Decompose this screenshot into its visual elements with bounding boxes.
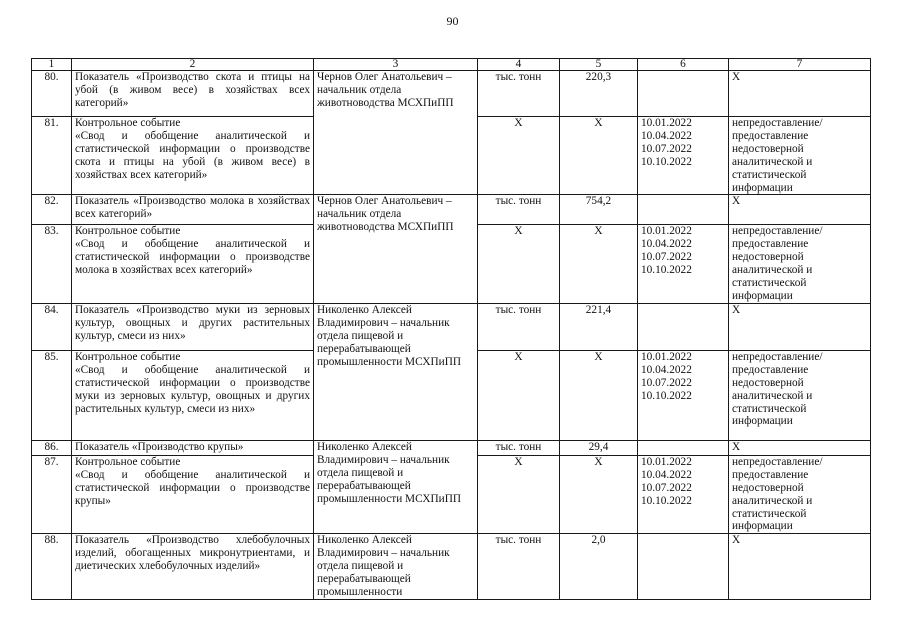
value-cell: Х: [560, 225, 638, 303]
unit-cell: Х: [478, 225, 560, 303]
column-header: 7: [729, 59, 871, 71]
column-header: 2: [72, 59, 314, 71]
date-item: 10.04.2022: [641, 238, 692, 251]
row-number: 81.: [32, 117, 72, 195]
date-item: 10.10.2022: [641, 264, 692, 277]
unit-cell: Х: [478, 455, 560, 533]
unit-cell: тыс. тонн: [478, 440, 560, 455]
date-item: 10.01.2022: [641, 350, 692, 363]
date-item: 10.01.2022: [641, 455, 692, 468]
note-cell: Х: [729, 71, 871, 117]
dates-cell: [638, 71, 729, 117]
value-cell: 754,2: [560, 195, 638, 225]
responsible-person: Николенко Алексей Владимирович – начальник отдела пищевой и перерабатывающей промышленности МСХПиПП: [314, 303, 478, 440]
row-number: 87.: [32, 455, 72, 533]
header-row: [32, 59, 871, 71]
value-cell: 220,3: [560, 71, 638, 117]
responsible-person: Чернов Олег Анатольевич – начальник отдела животноводства МСХПиПП: [314, 195, 478, 303]
unit-cell: тыс. тонн: [478, 303, 560, 350]
page-number: 90: [446, 14, 459, 28]
row-number: 82.: [32, 195, 72, 225]
unit-cell: тыс. тонн: [478, 534, 560, 600]
column-header: 6: [638, 59, 729, 71]
date-item: 10.07.2022: [641, 251, 692, 264]
value-cell: Х: [560, 350, 638, 440]
responsible-person: Николенко Алексей Владимирович – начальник отдела пищевой и перерабатывающей промышленности МСХПиПП: [314, 440, 478, 533]
value-cell: Х: [560, 117, 638, 195]
dates-cell: [638, 440, 729, 455]
column-header: 4: [478, 59, 560, 71]
unit-cell: тыс. тонн: [478, 195, 560, 225]
unit-cell: тыс. тонн: [478, 71, 560, 117]
note-cell: непредоставление/ предоставление недостоверной аналитической и статистической информации: [729, 455, 871, 533]
note-cell: непредоставление/ предоставление недостоверной аналитической и статистической информации: [729, 350, 871, 440]
table-row: [32, 71, 871, 117]
row-description: Контрольное событие «Свод и обобщение аналитической и статистической информации о производстве крупы»: [72, 455, 314, 533]
responsible-person: Чернов Олег Анатольевич – начальник отдела животноводства МСХПиПП: [314, 71, 478, 195]
row-number: 80.: [32, 71, 72, 117]
row-number: 83.: [32, 225, 72, 303]
dates-cell: [638, 195, 729, 225]
dates-cell: [638, 534, 729, 600]
date-item: 10.04.2022: [641, 468, 692, 481]
row-description: Показатель «Производство муки из зерновых культур, овощных и других растительных культур, смеси из них»: [72, 303, 314, 350]
dates-cell: [638, 117, 729, 195]
column-header: 5: [560, 59, 638, 71]
unit-cell: Х: [478, 117, 560, 195]
note-cell: Х: [729, 303, 871, 350]
value-cell: Х: [560, 455, 638, 533]
value-cell: 221,4: [560, 303, 638, 350]
dates-cell: [638, 225, 729, 303]
date-item: 10.10.2022: [641, 389, 692, 402]
row-description: Показатель «Производство молока в хозяйствах всех категорий»: [72, 195, 314, 225]
date-item: 10.04.2022: [641, 129, 692, 142]
value-cell: 2,0: [560, 534, 638, 600]
row-description: Контрольное событие «Свод и обобщение аналитической и статистической информации о производстве муки из зерновых культур, овощных и других растительных культур, смеси из них»: [72, 350, 314, 440]
row-number: 86.: [32, 440, 72, 455]
date-item: 10.07.2022: [641, 142, 692, 155]
date-item: 10.07.2022: [641, 481, 692, 494]
note-cell: непредоставление/ предоставление недостоверной аналитической и статистической информации: [729, 225, 871, 303]
date-item: 10.01.2022: [641, 225, 692, 238]
note-cell: Х: [729, 195, 871, 225]
date-item: 10.04.2022: [641, 363, 692, 376]
column-header: 1: [32, 59, 72, 71]
date-item: 10.10.2022: [641, 155, 692, 168]
row-description: Показатель «Производство крупы»: [72, 440, 314, 455]
date-item: 10.01.2022: [641, 117, 692, 129]
dates-cell: [638, 303, 729, 350]
plan-table: [31, 58, 871, 600]
note-cell: Х: [729, 534, 871, 600]
row-number: 88.: [32, 534, 72, 600]
dates-cell: [638, 350, 729, 440]
unit-cell: Х: [478, 350, 560, 440]
row-number: 84.: [32, 303, 72, 350]
row-description: Показатель «Производство скота и птицы на убой (в живом весе) в хозяйствах всех категорий»: [72, 71, 314, 117]
table-row: [32, 534, 871, 600]
row-description: Контрольное событие «Свод и обобщение аналитической и статистической информации о производстве молока в хозяйствах всех категорий»: [72, 225, 314, 303]
value-cell: 29,4: [560, 440, 638, 455]
table-row: [32, 195, 871, 225]
row-description: Показатель «Производство хлебобулочных изделий, обогащенных микронутриентами, и диетических хлебобулочных изделий»: [72, 534, 314, 600]
note-cell: Х: [729, 440, 871, 455]
table-row: [32, 440, 871, 455]
dates-cell: [638, 455, 729, 533]
row-description: Контрольное событие «Свод и обобщение аналитической и статистической информации о производстве скота и птицы на убой (в живом весе) в хозяйствах всех категорий»: [72, 117, 314, 195]
column-header: 3: [314, 59, 478, 71]
date-item: 10.10.2022: [641, 494, 692, 507]
row-number: 85.: [32, 350, 72, 440]
responsible-person: Николенко Алексей Владимирович – начальник отдела пищевой и перерабатывающей промышленности: [314, 534, 478, 600]
date-item: 10.07.2022: [641, 376, 692, 389]
note-cell: непредоставление/ предоставление недостоверной аналитической и статистической информации: [729, 117, 871, 195]
table-row: [32, 303, 871, 350]
